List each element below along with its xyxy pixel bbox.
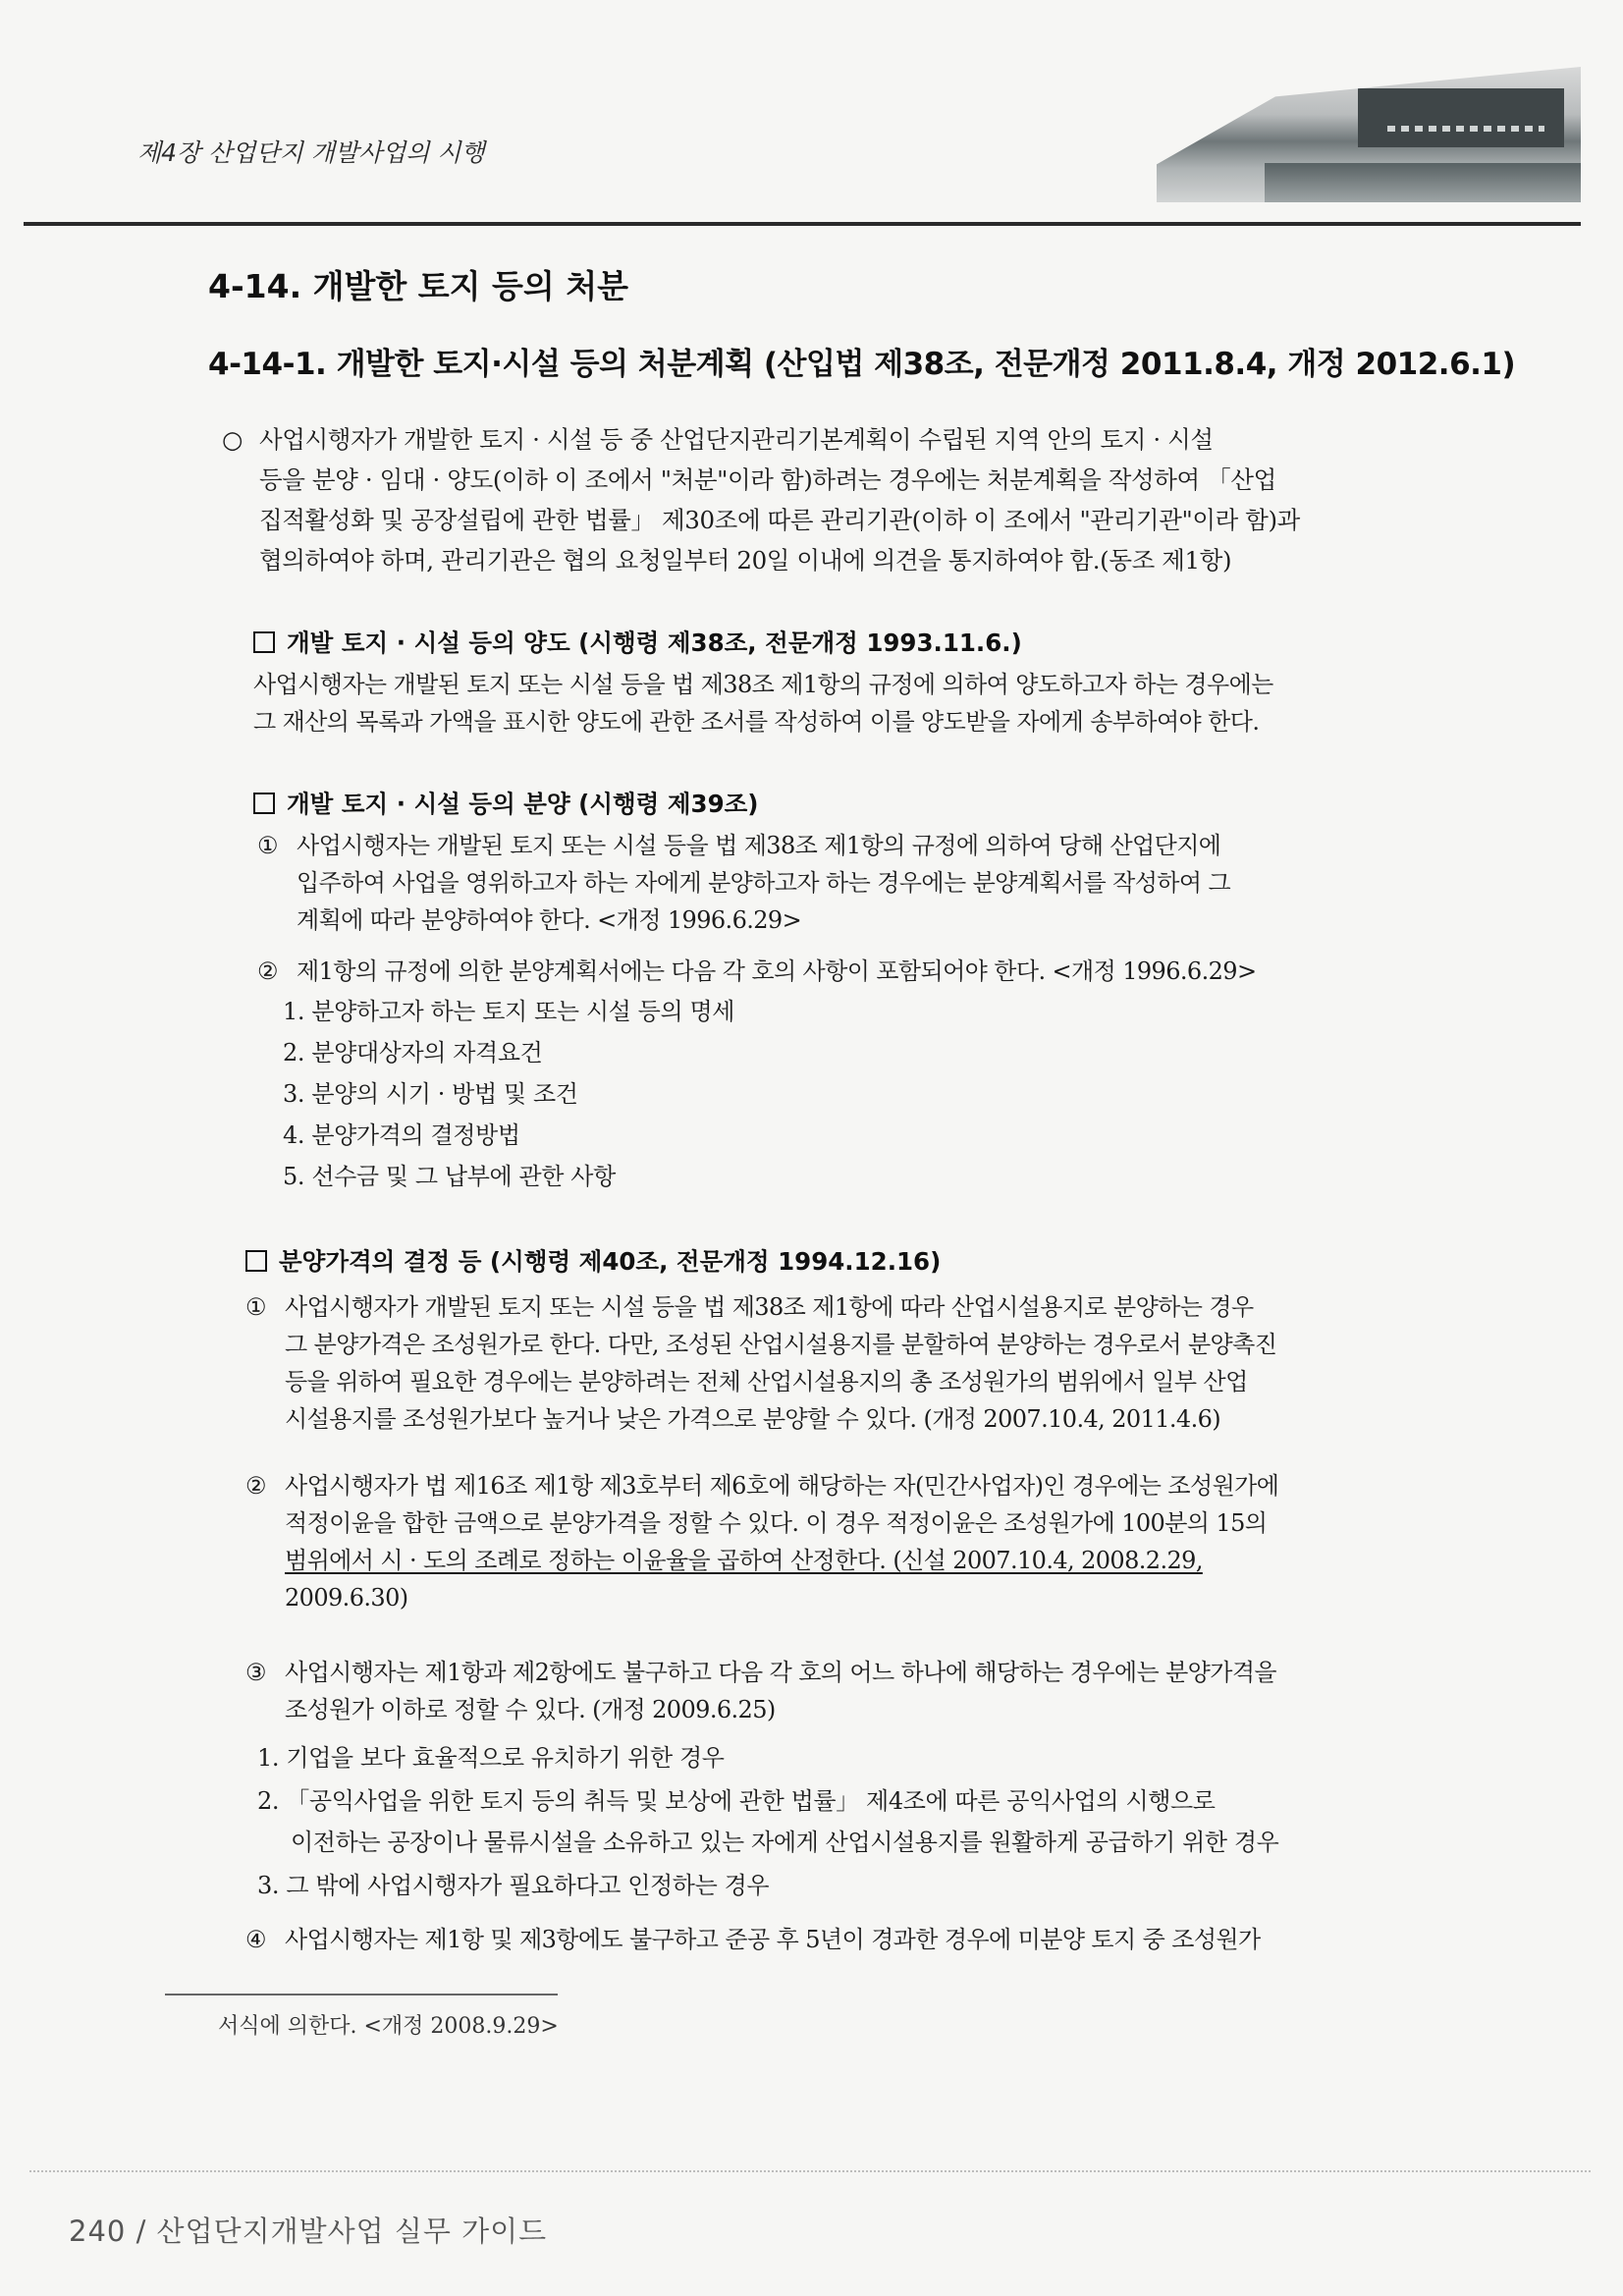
box2-item-1: ① 사업시행자는 개발된 토지 또는 시설 등을 법 제38조 제1항의 규정에 의하여 당해 산업단지에 입주하여 사업을 영위하고자 하는 자에게 분양하고자 하는 경우에는 분양계획서를 작성하여 그 계획에 따라 분양하여야 한다. <개정 1996.6.29> [257,827,1435,939]
section-title: 4-14. 개발한 토지 등의 처분 [208,267,628,305]
box2-item-line: 입주하여 사업을 영위하고자 하는 자에게 분양하고자 하는 경우에는 분양계획서를 작성하여 그 [297,869,1231,897]
box3-item-line: 그 분양가격은 조성원가로 한다. 다만, 조성된 산업시설용지를 분할하여 분양하는 경우로서 분양촉진 [285,1331,1277,1358]
box1-heading: 개발 토지 · 시설 등의 양도 (시행령 제38조, 전문개정 1993.11.6.) [253,625,1022,659]
box3-list-item: 이전하는 공장이나 물류시설을 소유하고 있는 자에게 산업시설용지를 원활하게 공급하기 위한 경우 [291,1829,1279,1856]
box2-list-item: 2. 분양대상자의 자격요건 [283,1039,543,1066]
bullet-mark: ○ [222,425,243,454]
box2-list-item: 3. 분양의 시기 · 방법 및 조건 [283,1080,578,1108]
box3-item-line: 적정이윤을 합한 금액으로 분양가격을 정할 수 있다. 이 경우 적정이윤은 조성원가에 100분의 15의 [285,1509,1268,1537]
box2-list-item: 1. 분양하고자 하는 토지 또는 시설 등의 명세 [283,998,735,1025]
intro-line: 사업시행자가 개발한 토지 · 시설 등 중 산업단지관리기본계획이 수립된 지역 안의 토지 · 시설 [259,425,1214,454]
footnote-rule [165,1994,558,1995]
box2-item-2: ② 제1항의 규정에 의한 분양계획서에는 다음 각 호의 사항이 포함되어야 한다. <개정 1996.6.29> [257,953,1435,990]
box3-item-line: 사업시행자가 개발된 토지 또는 시설 등을 법 제38조 제1항에 따라 산업시설용지로 분양하는 경우 [285,1293,1254,1321]
footnote: 서식에 의한다. <개정 2008.9.29> [218,2014,559,2039]
box3-item-line: 등을 위하여 필요한 경우에는 분양하려는 전체 산업시설용지의 총 조성원가의 범위에서 일부 산업 [285,1368,1248,1395]
page-footer: 240 / 산업단지개발사업 실무 가이드 [69,2214,548,2248]
footer-divider [29,2170,1591,2172]
box3-item-line: 사업시행자는 제1항과 제2항에도 불구하고 다음 각 호의 어느 하나에 해당하는 경우에는 분양가격을 [285,1659,1277,1686]
box2-item-line: 사업시행자는 개발된 토지 또는 시설 등을 법 제38조 제1항의 규정에 의하여 당해 산업단지에 [297,832,1221,859]
box3-list-item: 1. 기업을 보다 효율적으로 유치하기 위한 경우 [257,1744,725,1772]
box3-list-item: 2. 「공익사업을 위한 토지 등의 취득 및 보상에 관한 법률」 제4조에 따른 공익사업의 시행으로 [257,1787,1216,1815]
box1-body [253,666,1441,740]
box1-line: 사업시행자는 개발된 토지 또는 시설 등을 법 제38조 제1항의 규정에 의하여 양도하고자 하는 경우에는 [253,671,1273,698]
subsection-title: 4-14-1. 개발한 토지·시설 등의 처분계획 (산입법 제38조, 전문개정 2011.8.4, 개정 2012.6.1) [208,347,1516,382]
box3-list-item: 3. 그 밖에 사업시행자가 필요하다고 인정하는 경우 [257,1872,770,1899]
box3-item-line: 범위에서 시 · 도의 조례로 정하는 이윤율을 곱하여 산정한다. (신설 2007.10.4, 2008.2.29, [285,1547,1203,1574]
box2-item-line: 계획에 따라 분양하여야 한다. <개정 1996.6.29> [297,906,802,934]
chapter-header: 제4장 산업단지 개발사업의 시행 [137,138,485,167]
box3-item-line: 조성원가 이하로 정할 수 있다. (개정 2009.6.25) [285,1696,776,1723]
box3-item-1: ① 사업시행자가 개발된 토지 또는 시설 등을 법 제38조 제1항에 따라 산업시설용지로 분양하는 경우 그 분양가격은 조성원가로 한다. 다만, 조성된 산업시설용지를 분할하여 분양하는 경우로서 분양촉진 등을 위하여 필요한 경우에는 분양하려는 전체 산업시설용지의 총 조성원가의 범위에서 일부 산업 시설용지를 조성원가보다 높거나 낮은 가격으로 분양할 수 있다. (개정 2007.10.4, 2011.4.6) [245,1288,1424,1438]
box2-list-item: 4. 분양가격의 결정방법 [283,1121,520,1149]
header-photo [1157,67,1581,202]
box3-item-4: ④ 사업시행자는 제1항 및 제3항에도 불구하고 준공 후 5년이 경과한 경우에 미분양 토지 중 조성원가 [245,1921,1424,1958]
box3-heading: 분양가격의 결정 등 (시행령 제40조, 전문개정 1994.12.16) [245,1243,941,1278]
intro-paragraph [222,419,1430,580]
box3-item-2: ② 사업시행자가 법 제16조 제1항 제3호부터 제6호에 해당하는 자(민간사업자)인 경우에는 조성원가에 적정이윤을 합한 금액으로 분양가격을 정할 수 있다. 이 경우 적정이윤은 조성원가에 100분의 15의 범위에서 시 · 도의 조례로 정하는 이윤율을 곱하여 산정한다. (신설 2007.10.4, 2008.2.29, 2009.6.30) [245,1467,1424,1616]
intro-line: 협의하여야 하며, 관리기관은 협의 요청일부터 20일 이내에 의견을 통지하여야 함.(동조 제1항) [259,546,1232,574]
box1-line: 그 재산의 목록과 가액을 표시한 양도에 관한 조서를 작성하여 이를 양도받을 자에게 송부하여야 한다. [253,708,1260,736]
checkbox-square-icon [245,1250,267,1272]
header-rule [24,222,1581,226]
checkbox-square-icon [253,793,275,814]
box3-item-3: ③ 사업시행자는 제1항과 제2항에도 불구하고 다음 각 호의 어느 하나에 해당하는 경우에는 분양가격을 조성원가 이하로 정할 수 있다. (개정 2009.6.25) [245,1654,1424,1728]
intro-line: 집적활성화 및 공장설립에 관한 법률」 제30조에 따른 관리기관(이하 이 조에서 "관리기관"이라 함)과 [259,506,1300,534]
box2-heading: 개발 토지 · 시설 등의 분양 (시행령 제39조) [253,786,759,820]
box2-item-line: 제1항의 규정에 의한 분양계획서에는 다음 각 호의 사항이 포함되어야 한다. <개정 1996.6.29> [297,957,1257,985]
intro-line: 등을 분양 · 임대 · 양도(이하 이 조에서 "처분"이라 함)하려는 경우에는 처분계획을 작성하여 「산업 [259,465,1276,494]
box2-list-item: 5. 선수금 및 그 납부에 관한 사항 [283,1163,616,1190]
box3-item-line: 사업시행자가 법 제16조 제1항 제3호부터 제6호에 해당하는 자(민간사업자)인 경우에는 조성원가에 [285,1472,1279,1500]
checkbox-square-icon [253,631,275,653]
box3-item-line: 시설용지를 조성원가보다 높거나 낮은 가격으로 분양할 수 있다. (개정 2007.10.4, 2011.4.6) [285,1405,1221,1433]
box3-item-line: 사업시행자는 제1항 및 제3항에도 불구하고 준공 후 5년이 경과한 경우에 미분양 토지 중 조성원가 [285,1926,1261,1953]
box3-item-line: 2009.6.30) [285,1584,408,1612]
